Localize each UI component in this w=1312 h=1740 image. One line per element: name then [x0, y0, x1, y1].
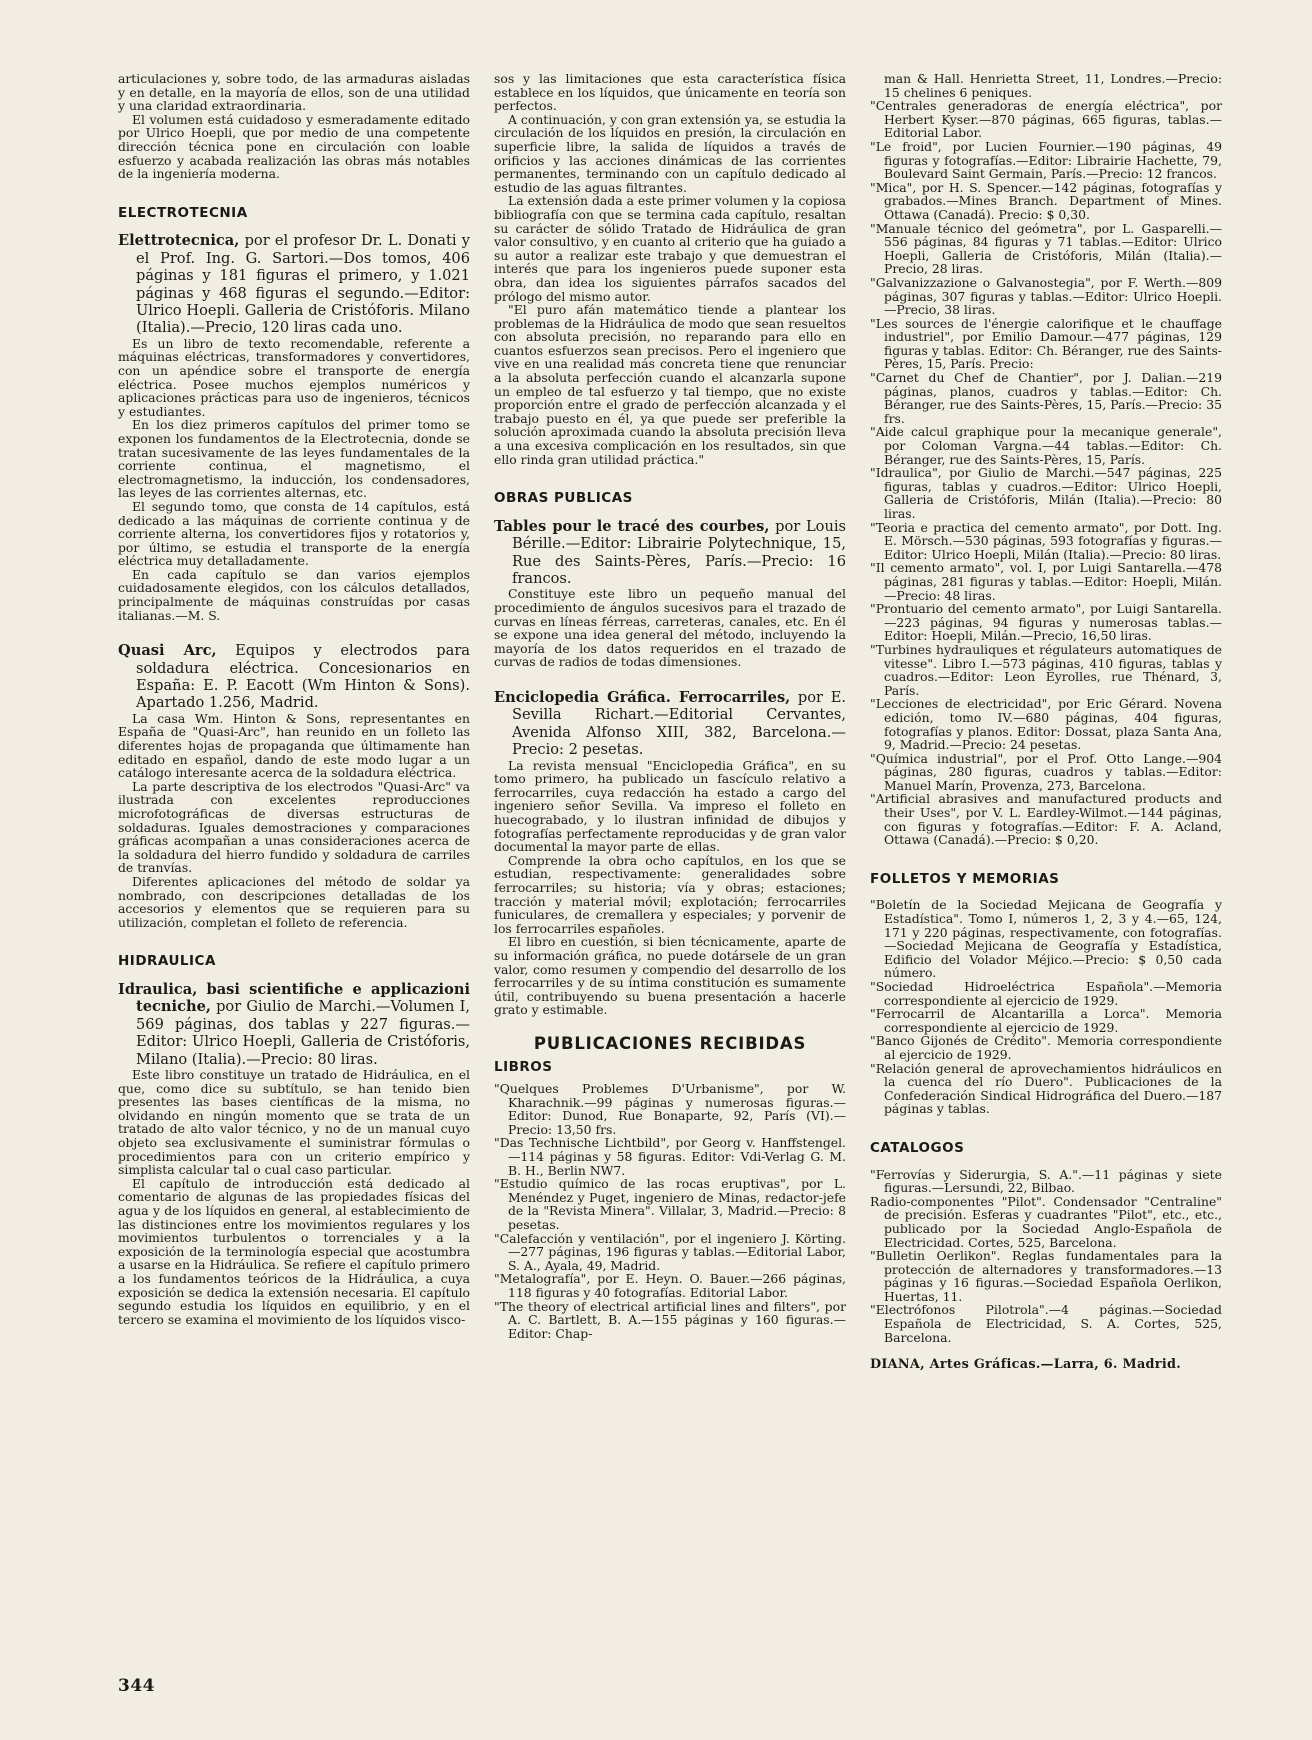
list-item: "Bulletin Oerlikon". Reglas fundamentales para la protección de alternadores y transformadores.—13 páginas y 16 figuras.—Sociedad Española Oerlikon, Huertas, 11.: [870, 1248, 1222, 1304]
list-item: "Química industrial", por el Prof. Otto Lange.—904 páginas, 280 figuras, cuadros y tablas.—Editor: Manuel Marín, Provenza, 273, Barcelona.: [870, 750, 1222, 793]
printer-imprint: DIANA, Artes Gráficas.—Larra, 6. Madrid.: [870, 1357, 1182, 1373]
paragraph: La casa Wm. Hinton & Sons, representantes en España de "Quasi-Arc", han reunido en un folleto las diferentes hojas de propaganda que últimamente han editado en español, dando de este modo lugar a un catálogo interesante acerca de la soldadura eléctrica.: [118, 710, 470, 781]
list-item: "Manuale técnico del geómetra", por L. Gasparelli.—556 páginas, 84 figuras y 71 tablas.—Editor: Ulrico Hoepli, Galleria de Cristóforis, Milán (Italia).—Precio, 28 liras.: [870, 220, 1222, 277]
column-2: [494, 72, 846, 1340]
list-item: "Metalografía", por E. Heyn. O. Bauer.—266 páginas, 118 figuras y 40 fotografías. Editorial Labor.: [494, 1271, 846, 1300]
paragraph: sos y las limitaciones que esta característica física establece en los líquidos, que únicamente en teoría son perfectos.: [494, 71, 846, 114]
paragraph: articulaciones y, sobre todo, de las armaduras aisladas y en detalle, en la mayoría de ellos, son de una utilidad y una claridad extraordinaria.: [118, 71, 470, 114]
list-item: "Les sources de l'énergie calorifique et le chauffage industriel", por Emilio Damour.—477 páginas, 129 figuras y tablas. Editor: Ch. Béranger, rue des Saints-Pères, 15, París. Precio:: [870, 315, 1222, 372]
section-heading-catalogos: CATALOGOS: [870, 1139, 965, 1156]
paragraph: Diferentes aplicaciones del método de soldar ya nombrado, con descripciones detalladas de los accesorios y elementos que se requieren para su utilización, completan el folleto de referencia.: [118, 874, 470, 930]
subsection-heading-libros: LIBROS: [494, 1058, 553, 1075]
paragraph: A continuación, y con gran extensión ya, se estudia la circulación de los líquidos en presión, la circulación en superficie libre, la salida de líquidos a través de orificios y las acciones dinámicas de las corrientes permanentes, terminando con un capítulo dedicado al estudio de las aguas filtrantes.: [494, 111, 846, 195]
paragraph: El volumen está cuidadoso y esmeradamente editado por Ulrico Hoepli, que por medio de una competente dirección técnica pone en circulación con loable esfuerzo y acabada realización las obras más notables de la ingeniería moderna.: [118, 111, 470, 182]
book-details: por E. Sevilla Richart.—Editorial Cervantes, Avenida Alfonso XIII, 382, Barcelona.—Precio: 2 pesetas.: [512, 689, 846, 759]
paragraph: La extensión dada a este primer volumen y la copiosa bibliografía con que se termina cada capítulo, resaltan su carácter de sólido Tratado de Hidráulica de gran valor consultivo, y en cuanto al criterio que ha guiado a su autor a realizar este trabajo y que demuestran el interés que para los ingenieros puede suponer esta obra, dan idea los siguientes párrafos sacados del prólogo del mismo autor.: [494, 193, 846, 304]
list-item: man & Hall. Henrietta Street, 11, Londres.—Precio: 15 chelines 6 peniques.: [884, 71, 1222, 100]
book-details: Equipos y electrodos para soldadura eléctrica. Concesionarios en España: E. P. Eacott (Wm Hinton & Sons). Apartado 1.256, Madrid.: [136, 642, 470, 712]
list-item: "Il cemento armato", vol. I, por Luigi Santarella.—478 páginas, 281 figuras y tablas.—Editor: Hoepli, Milán.—Precio: 48 liras.: [870, 560, 1222, 603]
list-item: "Artificial abrasives and manufactured products and their Uses", por V. L. Eardley-Wilmot.—144 páginas, con figuras y fotografías.—Editor: F. A. Acland, Ottawa (Canadá).—Precio: $ 0,20.: [870, 791, 1222, 848]
paragraph: En los diez primeros capítulos del primer tomo se exponen los fundamentos de la Electrotecnia, donde se tratan sucesivamente de las leyes fundamentales de la corriente continua, el magnetismo, el electromagnetismo, la inducción, los condensadores, las leyes de las corrientes alternas, etc.: [118, 417, 470, 501]
book-details: por Louis Bérille.—Editor: Librairie Polytechnique, 15, Rue des Saints-Pères, París.—Precio: 16 francos.: [512, 517, 847, 588]
list-item: "Ferrocarril de Alcantarilla a Lorca". Memoria correspondiente al ejercicio de 1929.: [870, 1006, 1222, 1035]
paragraph: Este libro constituye un tratado de Hidráulica, en el que, como dice su subtítulo, se han tenido bien presentes las bases científicas de la misma, no olvidando en ningún momento que se trata de un tratado de alto valor técnico, y no de un manual cuyo objeto sea exclusivamente el suministrar fórmulas o procedimientos para con un criterio empírico y simplista calcular tal o cual caso particular.: [118, 1067, 470, 1178]
book-entry: [494, 518, 846, 588]
book-details: por Giulio de Marchi.—Volumen I, 569 páginas, dos tablas y 227 figuras.—Editor: Ulrico Hoepli, Galleria de Cristóforis, Milano (Italia).—Precio: 80 liras.: [136, 998, 470, 1068]
book-title: Elettrotecnica,: [118, 232, 240, 250]
section-heading-publicaciones-recibidas: PUBLICACIONES RECIBIDAS: [533, 1033, 807, 1053]
list-item: Radio-componentes "Pilot". Condensador "Centraline" de precisión. Esferas y cuadrantes "Pilot", etc., etc., publicado por la Sociedad Anglo-Española de Electricidad. Cortes, 525, Barcelona.: [870, 1193, 1222, 1250]
list-item: "Estudio químico de las rocas eruptivas", por L. Menéndez y Puget, ingeniero de Minas, redactor-jefe de la "Revista Minera". Villalar, 3, Madrid.—Precio: 8 pesetas.: [494, 1176, 846, 1233]
list-item: "Boletín de la Sociedad Mejicana de Geografía y Estadística". Tomo I, números 1, 2, 3 y 4.—65, 124, 171 y 220 páginas, respectivamente, con fotografías.—Sociedad Mejicana de Geografía y Estadística, Edificio del Volador Méjico.—Precio: $ 0,50 cada número.: [870, 897, 1222, 981]
page-number: 344: [118, 1676, 155, 1696]
book-entry: [118, 981, 470, 1068]
paragraph: El segundo tomo, que consta de 14 capítulos, está dedicado a las máquinas de corriente continua y de corriente alterna, los convertidores fijos y rotatorios y, por último, se estudia el transporte de la energía eléctrica muy detalladamente.: [118, 498, 470, 569]
book-entry: [494, 689, 846, 759]
list-item: "Quelques Problemes D'Urbanisme", por W. Kharachnik.—99 páginas y numerosas figuras.—Editor: Dunod, Rue Bonaparte, 92, París (VI).—Precio: 13,50 frs.: [494, 1081, 846, 1137]
list-item: "Carnet du Chef de Chantier", por J. Dalian.—219 páginas, planos, cuadros y tablas.—Editor: Ch. Béranger, rue des Saints-Pères, 15, París.—Precio: 35 frs.: [870, 370, 1222, 426]
paragraph: Comprende la obra ocho capítulos, en los que se estudian, respectivamente: generalidades sobre ferrocarriles; su historia; vía y obras; estaciones; tracción y material móvil; explotación; ferrocarriles funiculares, de cremallera y especiales; y porvenir de los ferrocarriles españoles.: [494, 852, 846, 936]
book-title: Tables pour le tracé des courbes,: [494, 517, 770, 535]
list-item: "Lecciones de electricidad", por Eric Gérard. Novena edición, tomo IV.—680 páginas, 404 figuras, fotografías y planos. Editor: Dossat, plaza Santa Ana, 9, Madrid.—Precio: 24 pesetas.: [870, 696, 1222, 753]
list-item: "Galvanizzazione o Galvanostegia", por F. Werth.—809 páginas, 307 figuras y tablas.—Editor: Ulrico Hoepli.—Precio, 38 liras.: [870, 274, 1222, 318]
list-item: "Relación general de aprovechamientos hidráulicos en la cuenca del río Duero". Publicaciones de la Confederación Sindical Hidrográfica del Duero.—187 páginas y tablas.: [870, 1060, 1222, 1117]
list-item: "The theory of electrical artificial lines and filters", por A. C. Bartlett, B. A.—155 páginas y 160 figuras.—Editor: Chap-: [494, 1298, 846, 1341]
book-details: por el profesor Dr. L. Donati y el Prof. Ing. G. Sartori.—Dos tomos, 406 páginas y 181 figuras el primero, y 1.021 páginas y 468 figuras el segundo.—Editor: Ulrico Hoepli. Galleria de Cristóforis. Milano (Italia).—Precio, 120 liras cada uno.: [136, 232, 470, 337]
paragraph: El capítulo de introducción está dedicado al comentario de algunas de las propiedades físicas del agua y de los líquidos en general, al establecimiento de las distinciones entre los movimientos regulares y los movimientos turbulentos o torrenciales y a la exposición de la terminología especial que acostumbra a usarse en la Hidráulica. Se refiere el capítulo primero a los fundamentos teóricos de la Hidráulica, a cuya exposición se dedica la extensión necesaria. El capítulo segundo estudia los líquidos en equilibrio, y en el tercero se examina el movimiento de los líquidos visco-: [118, 1175, 470, 1327]
book-title: Idraulica, basi scientifiche e applicazioni tecniche,: [118, 980, 470, 1016]
paragraph: El libro en cuestión, si bien técnicamente, aparte de su información gráfica, no puede dotársele de un gran valor, como resumen y compendio del desarrollo de los ferrocarriles y de su íntima constitución es sumamente útil, contribuyendo su buena presentación a hacerle grato y estimable.: [494, 934, 846, 1018]
column-3: [870, 72, 1222, 1372]
paragraph: En cada capítulo se dan varios ejemplos cuidadosamente elegidos, con los cálculos detallados, principalmente de máquinas construídas por casas italianas.—M. S.: [118, 566, 470, 623]
paragraph: La parte descriptiva de los electrodos "Quasi-Arc" va ilustrada con excelentes reproducciones microfotográficas de diversas estructuras de soldaduras. Iguales demostraciones y comparaciones gráficas acompañan a unas consideraciones acerca de la soldadura del hierro fundido y soldadura de carriles de tranvías.: [118, 778, 470, 876]
list-item: "Electrófonos Pilotrola".—4 páginas.—Sociedad Española de Electricidad, S. A. Cortes, 525, Barcelona.: [870, 1302, 1222, 1345]
list-item: "Banco Gijonés de Crédito". Memoria correspondiente al ejercicio de 1929.: [870, 1033, 1222, 1062]
list-item: "Teoria e practica del cemento armato", por Dott. Ing. E. Mörsch.—530 páginas, 593 fotografías y figuras.—Editor: Ulrico Hoepli, Milán (Italia).—Precio: 80 liras.: [870, 519, 1222, 562]
section-heading-folletos: FOLLETOS Y MEMORIAS: [870, 870, 1060, 887]
paragraph: Es un libro de texto recomendable, referente a máquinas eléctricas, transformadores y convertidores, con un apéndice sobre el transporte de energía eléctrica. Posee muchos ejemplos numéricos y aplicaciones prácticas para uso de ingenieros, técnicos y estudiantes.: [118, 335, 470, 419]
section-heading-hidraulica: HIDRAULICA: [118, 953, 216, 970]
list-item: "Ferrovías y Siderurgia, S. A.".—11 páginas y siete figuras.—Lersundi, 22, Bilbao.: [870, 1166, 1222, 1196]
book-title: Enciclopedia Gráfica. Ferrocarriles,: [494, 689, 791, 706]
paragraph: "El puro afán matemático tiende a plantear los problemas de la Hidráulica de modo que sean resueltos con absoluta precisión, no reparando para ello en cuantos esfuerzos sean precisos. Pero el ingeniero que vive en una realidad más concreta tiene que renunciar a la absoluta perfección cuando el alcanzarla supone un empleo de tal esfuerzo y tal tiempo, que no existe proporción entre el grado de perfección alcanzada y el trabajo puesto en él, ya que puede ser preferible la solución aproximada cuando la absoluta precisión lleva a una excesiva complicación en los resultados, sin que ello rinda gran utilidad práctica.": [494, 302, 846, 467]
section-heading-obras-publicas: OBRAS PUBLICAS: [494, 490, 633, 507]
book-title: Quasi Arc,: [118, 642, 217, 660]
list-item: "Calefacción y ventilación", por el ingeniero J. Körting.—277 páginas, 196 figuras y tablas.—Editorial Labor, S. A., Ayala, 49, Madrid.: [494, 1230, 846, 1273]
list-item: "Prontuario del cemento armato", por Luigi Santarella.—223 páginas, 94 figuras y numerosas tablas.—Editor: Hoepli, Milán.—Precio, 16,50 liras.: [870, 601, 1222, 644]
list-item: "Das Technische Lichtbild", por Georg v. Hanffstengel.—114 páginas y 58 figuras. Editor: Vdi-Verlag G. M. B. H., Berlin NW7.: [494, 1135, 846, 1178]
list-item: "Aide calcul graphique pour la mecanique generale", por Coloman Vargna.—44 tablas.—Editor: Ch. Béranger, rue des Saints-Pères, 15, París.: [870, 424, 1222, 467]
book-entry: [118, 642, 470, 712]
list-item: "Sociedad Hidroeléctrica Española".—Memoria correspondiente al ejercicio de 1929.: [870, 979, 1222, 1008]
column-1: [118, 72, 470, 1326]
list-item: "Turbines hydrauliques et régulateurs automatiques de vitesse". Libro I.—573 páginas, 410 figuras, tablas y cuadros.—Editor: Leon Eyrolles, rue Thénard, 3, París.: [870, 641, 1222, 698]
section-heading-electrotecnia: ELECTROTECNIA: [118, 204, 248, 221]
list-item: "Centrales generadoras de energía eléctrica", por Herbert Kyser.—870 páginas, 665 figuras, tablas.—Editorial Labor.: [870, 98, 1222, 141]
list-item: "Le froid", por Lucien Fournier.—190 páginas, 49 figuras y fotografías.—Editor: Librairie Hachette, 79, Boulevard Saint Germain, París.—Precio: 12 francos.: [870, 138, 1222, 182]
list-item: "Mica", por H. S. Spencer.—142 páginas, fotografías y grabados.—Mines Branch. Department of Mines. Ottawa (Canadá). Precio: $ 0,30.: [870, 179, 1222, 222]
paragraph: Constituye este libro un pequeño manual del procedimiento de ángulos sucesivos para el trazado de curvas en líneas férreas, carreteras, canales, etc. En él se expone una idea general del método, incluyendo la mayoría de los datos requeridos en el trazado de curvas de radios de todas dimensiones.: [494, 586, 846, 670]
list-item: "Idraulica", por Giulio de Marchi.—547 páginas, 225 figuras, tablas y cuadros.—Editor: Ulrico Hoepli, Galleria de Cristóforis, Milán (Italia).—Precio: 80 liras.: [870, 465, 1222, 521]
paragraph: La revista mensual "Enciclopedia Gráfica", en su tomo primero, ha publicado un fascículo relativo a ferrocarriles, cuya redacción ha estado a cargo del ingeniero señor Sevilla. Va impreso el folleto en huecograbado, y lo ilustran infinidad de dibujos y fotografías perfectamente reproducidas y de gran valor documental la mayor parte de ellas.: [494, 757, 846, 855]
book-entry: [118, 232, 470, 336]
